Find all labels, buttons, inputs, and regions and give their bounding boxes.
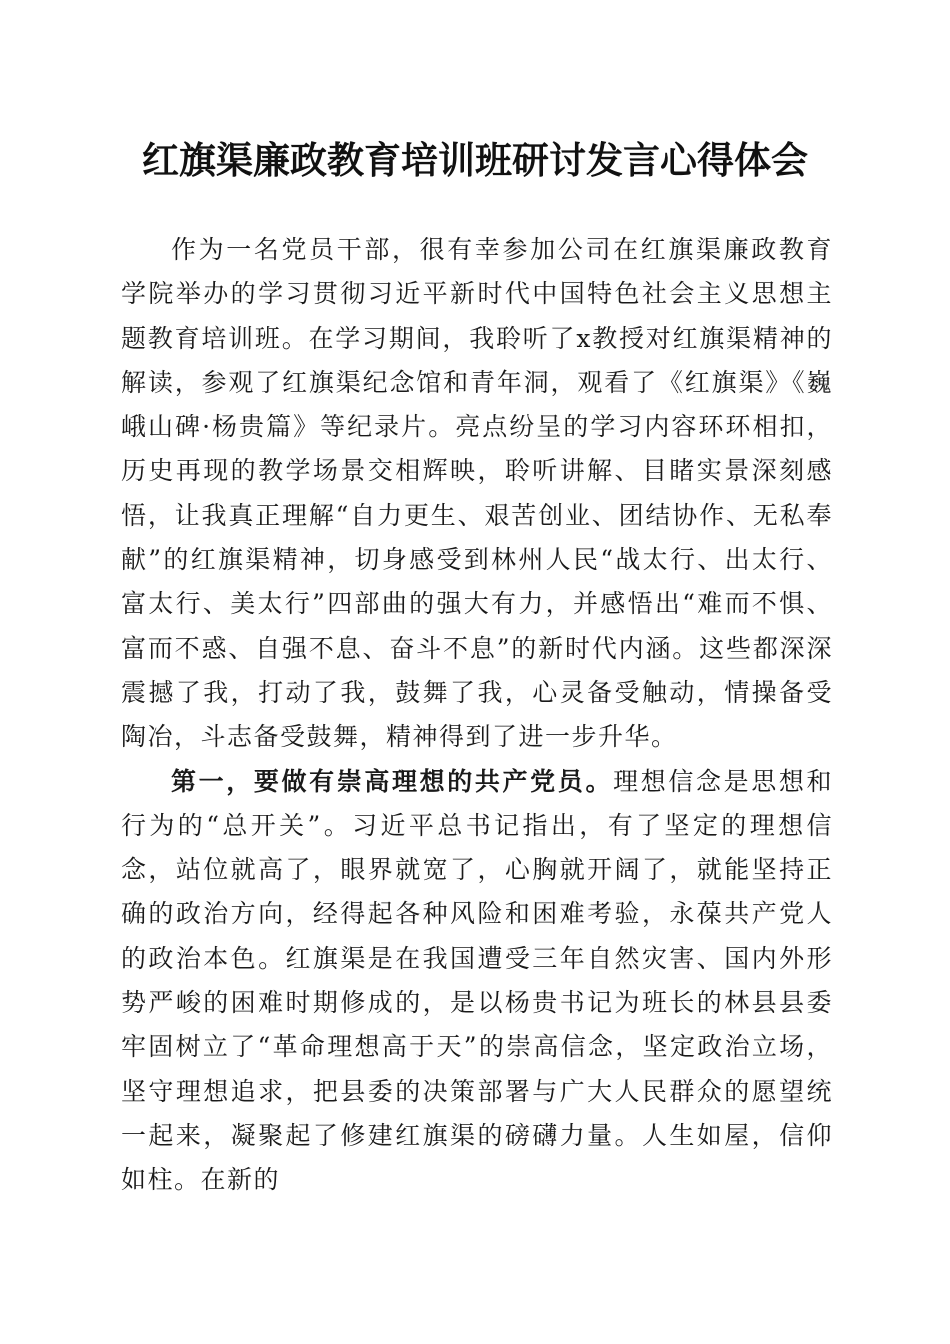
- paragraph-body-text: 理想信念是思想和行为的“总开关”。习近平总书记指出，有了坚定的理想信念，站位就高了，眼界就宽了，心胸就开阔了，就能坚持正确的政治方向，经得起各种风险和困难考验，永葆共产党人的政治本色。红旗渠是在我国遭受三年自然灾害、国内外形势严峻的困难时期修成的，是以杨贵书记为班长的林县县委牢固树立了“革命理想高于天”的崇高信念，坚定政治立场，坚守理想追求，把县委的决策部署与广大人民群众的愿望统一起来，凝聚起了修建红旗渠的磅礴力量。人生如屋，信仰如柱。在新的: [121, 766, 833, 1195]
- paragraph-intro: 作为一名党员干部，很有幸参加公司在红旗渠廉政教育学院举办的学习贯彻习近平新时代中国特色社会主义思想主题教育培训班。在学习期间，我聆听了x教授对红旗渠精神的解读，参观了红旗渠纪念馆和青年洞，观看了《红旗渠》《巍峨山碑·杨贵篇》等纪录片。亮点纷呈的学习内容环环相扣，历史再现的教学场景交相辉映，聆听讲解、目睹实景深刻感悟，让我真正理解“自力更生、艰苦创业、团结协作、无私奉献”的红旗渠精神，切身感受到林州人民“战太行、出太行、富太行、美太行”四部曲的强大有力，并感悟出“难而不惧、富而不惑、自强不息、奋斗不息”的新时代内涵。这些都深深震撼了我，打动了我，鼓舞了我，心灵备受触动，情操备受陶冶，斗志备受鼓舞，精神得到了进一步升华。: [121, 235, 833, 752]
- document-title: 红旗渠廉政教育培训班研讨发言心得体会: [142, 138, 808, 182]
- document-body: [121, 228, 833, 1203]
- paragraph-first-point: [121, 760, 833, 1203]
- paragraph-lead-sentence: 第一，要做有崇高理想的共产党员。: [171, 766, 614, 796]
